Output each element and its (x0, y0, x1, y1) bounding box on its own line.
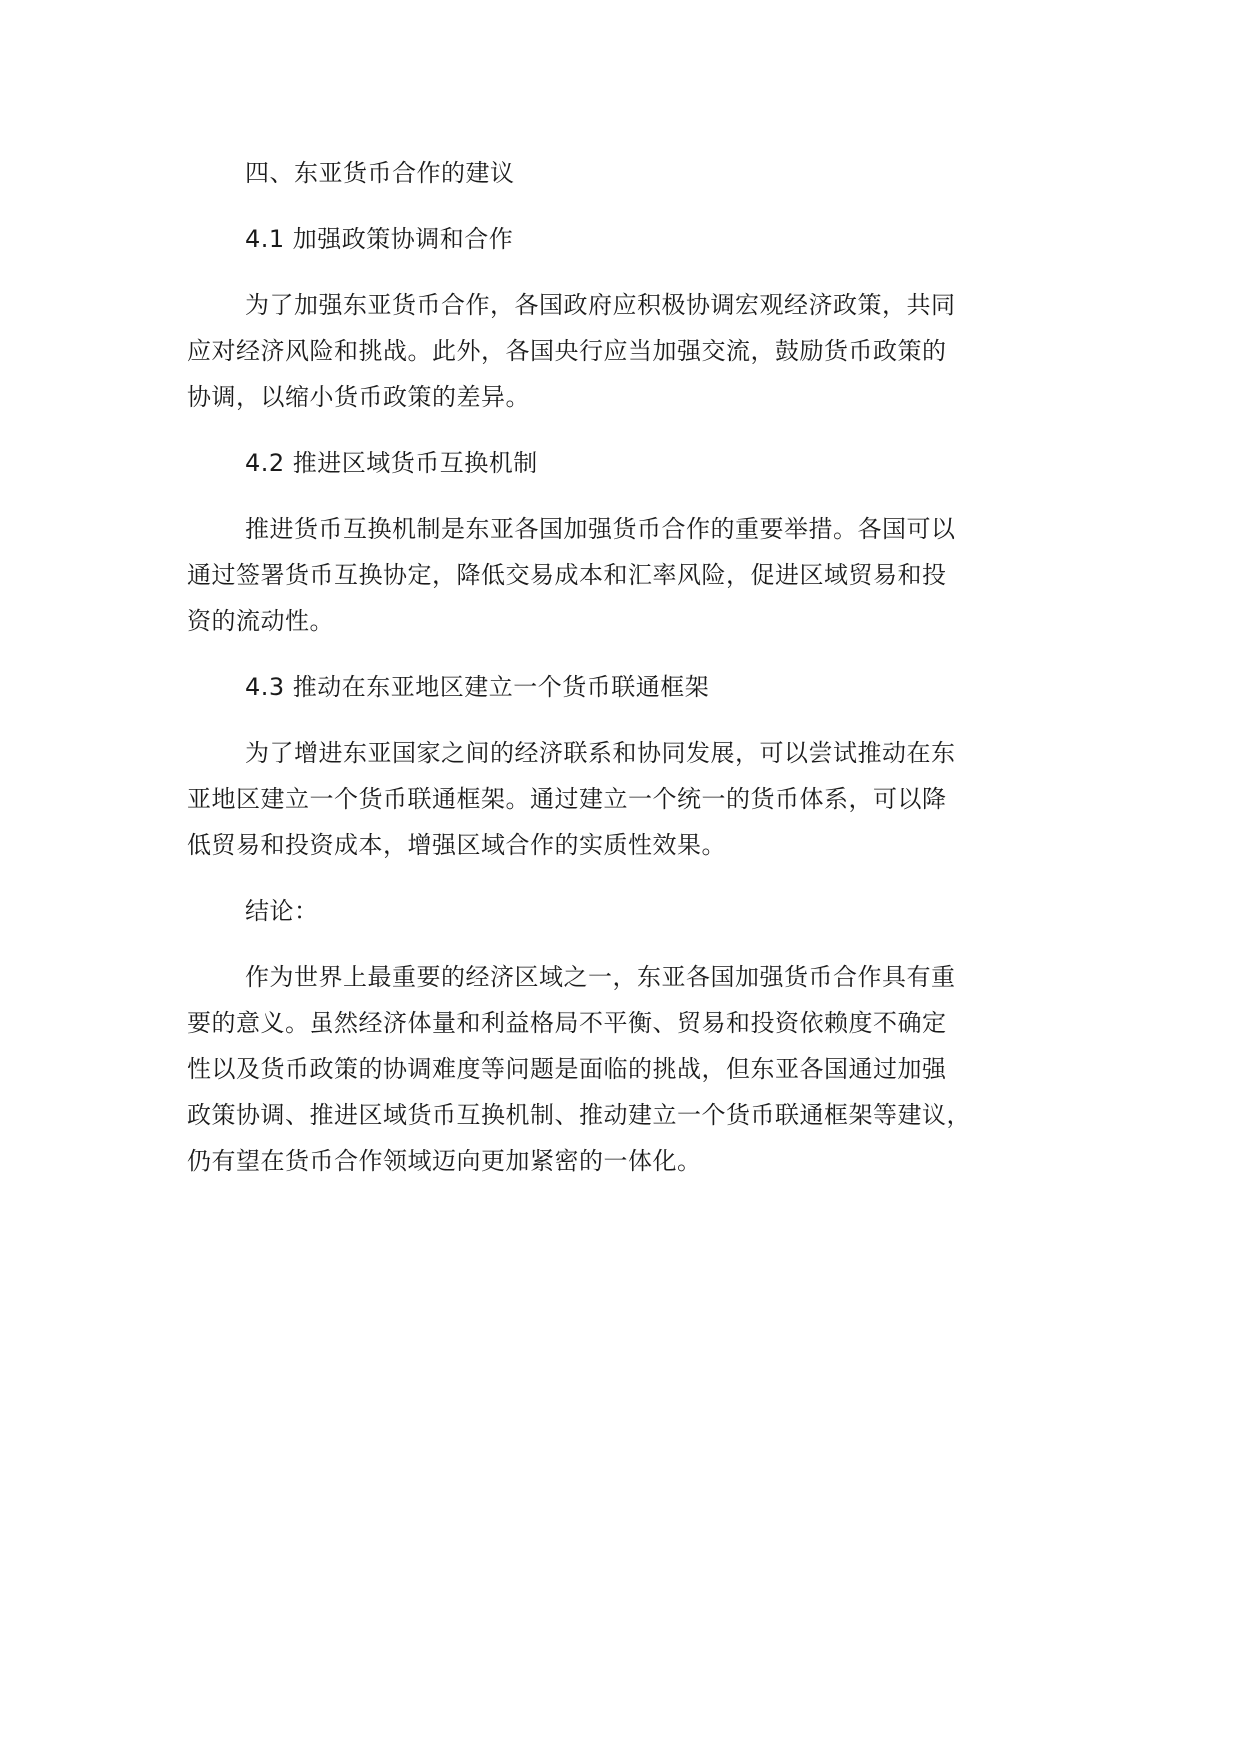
section-title: 四、东亚货币合作的建议 (245, 159, 515, 187)
paragraph-line: 低贸易和投资成本，增强区域合作的实质性效果。 (187, 831, 726, 859)
paragraph-line: 政策协调、推进区域货币互换机制、推动建立一个货币联通框架等建议， (187, 1101, 971, 1129)
paragraph-4-1 (187, 282, 1087, 420)
paragraph-line: 要的意义。虽然经济体量和利益格局不平衡、贸易和投资依赖度不确定 (187, 1009, 947, 1037)
paragraph-line: 亚地区建立一个货币联通框架。通过建立一个统一的货币体系，可以降 (187, 785, 947, 813)
subsection-heading-4-2: 4.2 推进区域货币互换机制 (245, 449, 538, 477)
paragraph-line: 应对经济风险和挑战。此外，各国央行应当加强交流，鼓励货币政策的 (187, 337, 947, 365)
document-body (187, 150, 1087, 1204)
paragraph-4-3 (187, 730, 1087, 868)
paragraph-line: 协调，以缩小货币政策的差异。 (187, 383, 530, 411)
paragraph-line: 通过签署货币互换协定，降低交易成本和汇率风险，促进区域贸易和投 (187, 561, 947, 589)
paragraph-line: 为了加强东亚货币合作，各国政府应积极协调宏观经济政策，共同 (245, 291, 956, 319)
subsection-heading-4-1: 4.1 加强政策协调和合作 (245, 225, 514, 253)
paragraph-4-2 (187, 506, 1087, 644)
conclusion-paragraph (187, 954, 1087, 1184)
paragraph-line: 作为世界上最重要的经济区域之一，东亚各国加强货币合作具有重 (245, 963, 956, 991)
conclusion-heading: 结论： (245, 897, 319, 925)
subsection-heading-4-3: 4.3 推动在东亚地区建立一个货币联通框架 (245, 673, 710, 701)
paragraph-line: 性以及货币政策的协调难度等问题是面临的挑战，但东亚各国通过加强 (187, 1055, 947, 1083)
paragraph-line: 为了增进东亚国家之间的经济联系和协同发展，可以尝试推动在东 (245, 739, 956, 767)
paragraph-line: 推进货币互换机制是东亚各国加强货币合作的重要举措。各国可以 (245, 515, 956, 543)
paragraph-line: 仍有望在货币合作领域迈向更加紧密的一体化。 (187, 1147, 702, 1175)
paragraph-line: 资的流动性。 (187, 607, 334, 635)
